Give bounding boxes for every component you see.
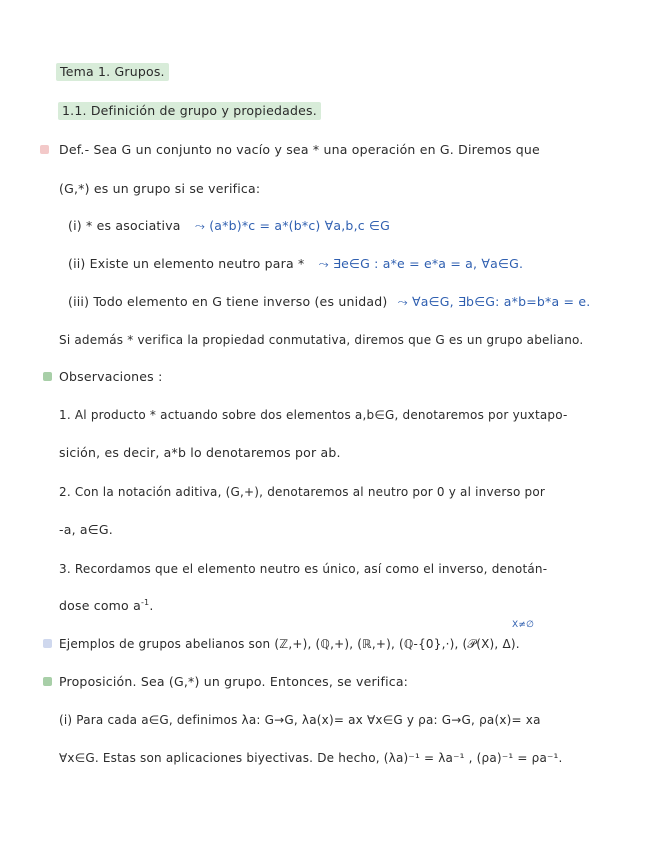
examples-marker <box>43 639 52 648</box>
page-title-text: Tema 1. Grupos. <box>56 63 169 81</box>
definition-item-iii <box>68 294 590 310</box>
definition-item-ii-note: ⤳ ∃e∈G : a*e = e*a = a, ∀a∈G. <box>318 256 524 271</box>
observation-3-line-2-post: . <box>149 598 154 613</box>
observation-3-line-2-pre: dose como a <box>59 598 141 613</box>
definition-item-i-note: ⤳ (a*b)*c = a*(b*c) ∀a,b,c ∈G <box>194 218 390 233</box>
definition-item-i-text: (i) * es asociativa <box>68 218 181 233</box>
definition-item-i <box>68 218 390 234</box>
proposition-heading: Proposición. Sea (G,*) un grupo. Entonces, se verifica: <box>59 674 409 689</box>
observation-3-line-2-sup: -1 <box>140 597 150 607</box>
observation-3-line-1: 3. Recordamos que el elemento neutro es único, así como el inverso, denotán- <box>59 562 548 576</box>
examples-text: Ejemplos de grupos abelianos son (ℤ,+), (ℚ,+), (ℝ,+), (ℚ-{0},·), (𝒫(X), Δ). <box>59 637 520 651</box>
definition-item-ii-text: (ii) Existe un elemento neutro para * <box>68 256 305 271</box>
observations-heading: Observaciones : <box>59 369 163 384</box>
section-heading <box>58 103 321 119</box>
proposition-line-1: (i) Para cada a∈G, definimos λa: G→G, λa(x)= ax ∀x∈G y ρa: G→G, ρa(x)= xa <box>59 713 541 727</box>
section-heading-text: 1.1. Definición de grupo y propiedades. <box>58 102 321 120</box>
observation-2-line-2: -a, a∈G. <box>59 522 113 537</box>
definition-marker <box>40 145 49 154</box>
observations-marker <box>43 372 52 381</box>
definition-line-2: (G,*) es un grupo si se verifica: <box>59 181 261 196</box>
definition-line-1: Def.- Sea G un conjunto no vacío y sea * una operación en G. Diremos que <box>59 142 540 157</box>
proposition-line-2: ∀x∈G. Estas son aplicaciones biyectivas. De hecho, (λa)⁻¹ = λa⁻¹ , (ρa)⁻¹ = ρa⁻¹. <box>59 751 563 765</box>
proposition-marker <box>43 677 52 686</box>
page-title <box>56 64 169 80</box>
abelian-remark: Si además * verifica la propiedad conmutativa, diremos que G es un grupo abeliano. <box>59 333 584 347</box>
examples-annotation: X≠∅ <box>512 620 535 630</box>
observation-1-line-1: 1. Al producto * actuando sobre dos elementos a,b∈G, denotaremos por yuxtapo- <box>59 408 568 422</box>
observation-2-line-1: 2. Con la notación aditiva, (G,+), denotaremos al neutro por 0 y al inverso por <box>59 485 546 499</box>
observation-3-line-2 <box>59 598 154 614</box>
definition-item-iii-note: ⤳ ∀a∈G, ∃b∈G: a*b=b*a = e. <box>397 294 591 309</box>
definition-item-iii-text: (iii) Todo elemento en G tiene inverso (es unidad) <box>68 294 388 309</box>
observation-1-line-2: sición, es decir, a*b lo denotaremos por ab. <box>59 445 341 460</box>
definition-item-ii <box>68 256 523 272</box>
